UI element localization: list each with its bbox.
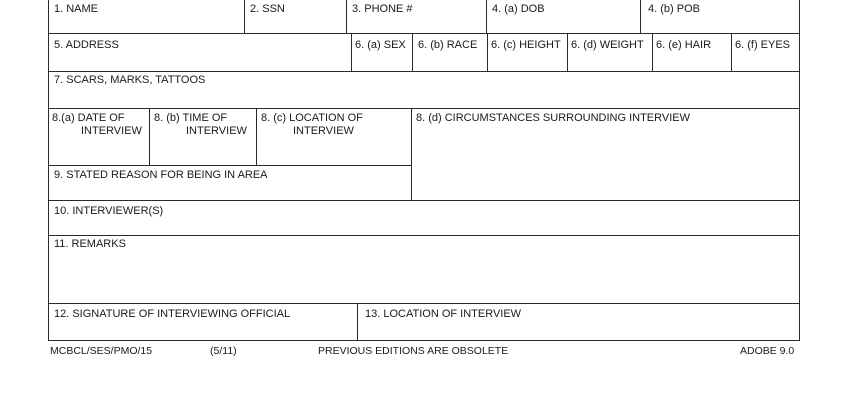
address-field[interactable] [48, 33, 351, 71]
remarks-field[interactable] [48, 235, 800, 303]
pob-field[interactable] [640, 0, 800, 33]
form-revision: (5/11) [210, 345, 237, 357]
date-of-interview-field[interactable] [48, 108, 149, 165]
address-label: 5. ADDRESS [54, 39, 119, 51]
signature-label: 12. SIGNATURE OF INTERVIEWING OFFICIAL [54, 308, 291, 320]
weight-field[interactable] [567, 33, 652, 71]
obsolete-notice: PREVIOUS EDITIONS ARE OBSOLETE [318, 345, 509, 357]
interview-location-label: 13. LOCATION OF INTERVIEW [365, 308, 522, 320]
form-rule [48, 340, 800, 341]
date-of-interview-label-line1: 8.(a) DATE OF [52, 112, 125, 124]
weight-label: 6. (d) WEIGHT [571, 39, 644, 51]
name-label: 1. NAME [54, 3, 99, 15]
scars-marks-tattoos-label: 7. SCARS, MARKS, TATTOOS [54, 74, 206, 86]
phone-field[interactable] [346, 0, 486, 33]
time-of-interview-field[interactable] [149, 108, 256, 165]
race-label: 6. (b) RACE [418, 39, 478, 51]
ssn-field[interactable] [244, 0, 346, 33]
remarks-label: 11. REMARKS [54, 238, 126, 250]
location-of-interview-field[interactable] [256, 108, 411, 165]
scars-marks-tattoos-field[interactable] [48, 71, 800, 108]
location-of-interview-label-line1: 8. (c) LOCATION OF [261, 112, 363, 124]
eyes-label: 6. (f) EYES [735, 39, 791, 51]
time-of-interview-label-line2: INTERVIEW [186, 125, 247, 137]
race-field[interactable] [412, 33, 487, 71]
sex-label: 6. (a) SEX [355, 39, 406, 51]
software-version: ADOBE 9.0 [740, 345, 795, 357]
interviewers-label: 10. INTERVIEWER(S) [54, 205, 164, 217]
ssn-label: 2. SSN [250, 3, 285, 15]
sex-field[interactable] [351, 33, 412, 71]
interview-form [48, 0, 800, 340]
pob-label: 4. (b) POB [648, 3, 700, 15]
circumstances-label: 8. (d) CIRCUMSTANCES SURROUNDING INTERVIEW [416, 112, 691, 124]
location-of-interview-label-line2: INTERVIEW [293, 125, 354, 137]
eyes-field[interactable] [731, 33, 800, 71]
signature-field[interactable] [48, 303, 357, 340]
hair-label: 6. (e) HAIR [656, 39, 712, 51]
stated-reason-field[interactable] [48, 165, 411, 200]
interview-location-field[interactable] [357, 303, 800, 340]
name-field[interactable] [48, 0, 244, 33]
form-number: MCBCL/SES/PMO/15 [50, 345, 153, 357]
phone-label: 3. PHONE # [352, 3, 413, 15]
circumstances-field[interactable] [411, 108, 800, 200]
hair-field[interactable] [652, 33, 731, 71]
height-field[interactable] [487, 33, 567, 71]
dob-field[interactable] [486, 0, 640, 33]
interviewers-field[interactable] [48, 200, 800, 235]
stated-reason-label: 9. STATED REASON FOR BEING IN AREA [54, 169, 268, 181]
time-of-interview-label-line1: 8. (b) TIME OF [154, 112, 228, 124]
date-of-interview-label-line2: INTERVIEW [81, 125, 142, 137]
dob-label: 4. (a) DOB [492, 3, 545, 15]
height-label: 6. (c) HEIGHT [491, 39, 561, 51]
